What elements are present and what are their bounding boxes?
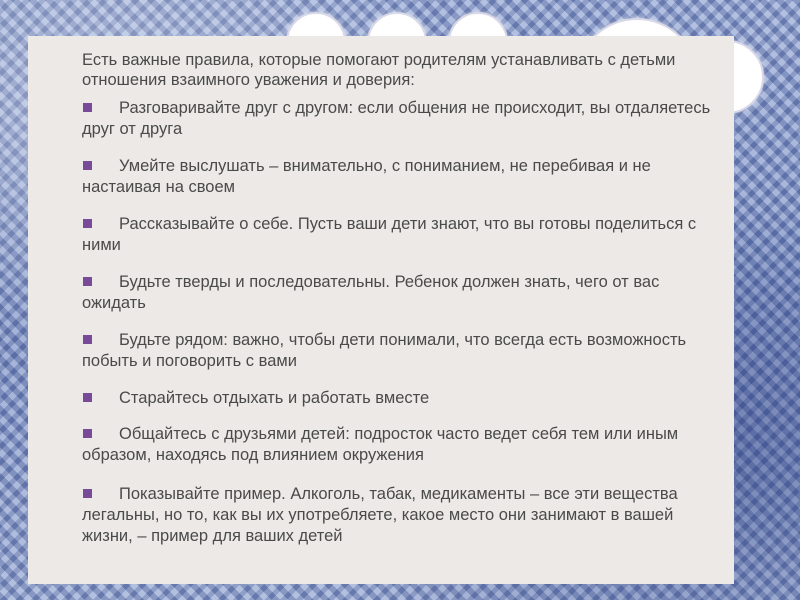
rule-text: Умейте выслушать – внимательно, с пониманием, не перебивая и не настаивая на своем bbox=[82, 157, 651, 196]
list-item bbox=[82, 272, 722, 314]
list-item bbox=[82, 388, 722, 409]
square-bullet-icon bbox=[83, 219, 92, 228]
list-item bbox=[82, 330, 722, 372]
rule-text: Разговаривайте друг с другом: если общения не происходит, вы отдаляетесь друг от друга bbox=[82, 99, 711, 138]
list-item bbox=[82, 98, 722, 140]
rule-text: Старайтесь отдыхать и работать вместе bbox=[119, 389, 430, 407]
square-bullet-icon bbox=[83, 393, 92, 402]
rule-text: Будьте рядом: важно, чтобы дети понимали, что всегда есть возможность побыть и поговорить с вами bbox=[82, 331, 687, 370]
rule-text: Рассказывайте о себе. Пусть ваши дети знают, что вы готовы поделиться с ними bbox=[82, 215, 697, 254]
square-bullet-icon bbox=[83, 161, 92, 170]
square-bullet-icon bbox=[83, 489, 92, 498]
rule-text: Будьте тверды и последовательны. Ребенок должен знать, чего от вас ожидать bbox=[82, 273, 660, 312]
intro-text: Есть важные правила, которые помогают родителям устанавливать с детьми отношения взаимного уважения и доверия: bbox=[82, 51, 676, 89]
rule-text: Общайтесь с друзьями детей: подросток часто ведет себя тем или иным образом, находясь под влиянием окружения bbox=[82, 425, 679, 464]
square-bullet-icon bbox=[83, 277, 92, 286]
rule-text: Показывайте пример. Алкоголь, табак, медикаменты – все эти вещества легальны, но то, как вы их употребляете, какое место они занимают в вашей жизни, – пример для ваших детей bbox=[82, 485, 678, 545]
list-item bbox=[82, 484, 722, 547]
square-bullet-icon bbox=[83, 429, 92, 438]
list-item bbox=[82, 424, 722, 466]
list-item bbox=[82, 156, 722, 198]
square-bullet-icon bbox=[83, 103, 92, 112]
content-panel bbox=[28, 36, 734, 584]
square-bullet-icon bbox=[83, 335, 92, 344]
list-item bbox=[82, 214, 722, 256]
